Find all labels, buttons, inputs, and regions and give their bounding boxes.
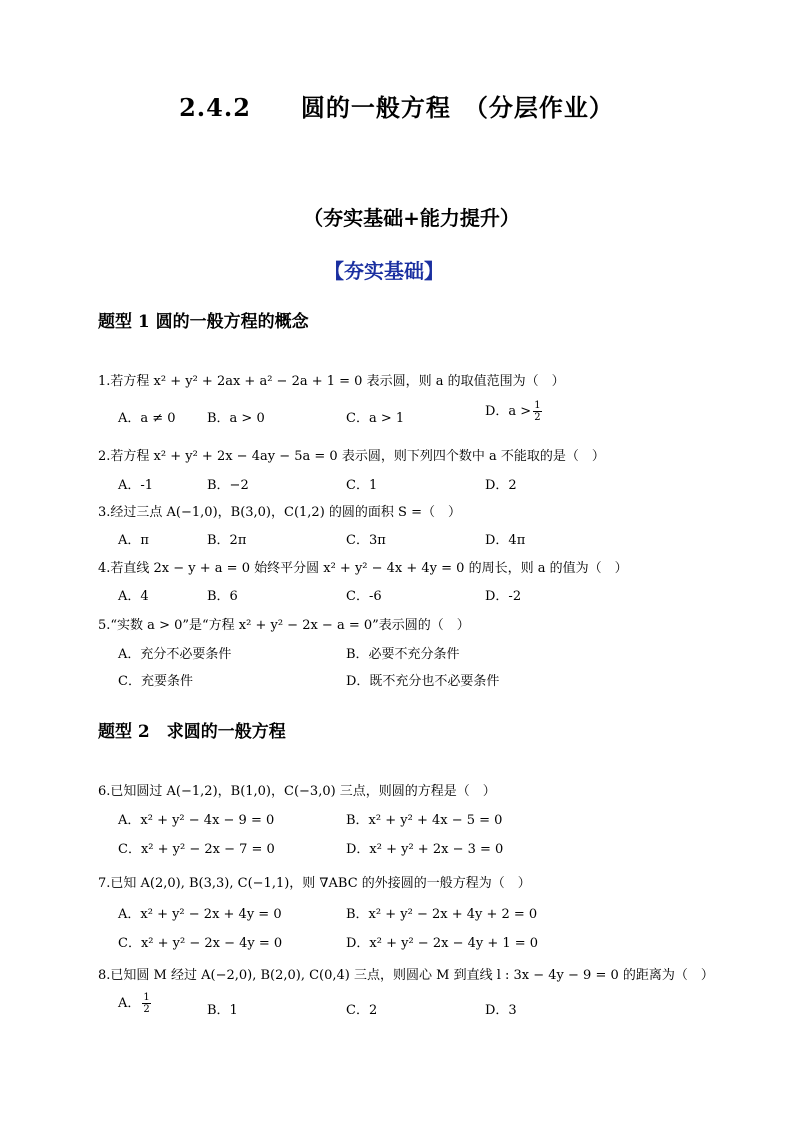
question-6-option-a: A．x² + y² − 4x − 9 = 0 <box>118 813 275 828</box>
question-3-option-a: A．π <box>118 533 149 548</box>
question-7-stem: 7.已知 A(2,0), B(3,3), C(−1,1)，则 ∇ABC 的外接圆的一般方程为（ ） <box>98 876 531 891</box>
question-2-option-d: D．2 <box>485 478 517 493</box>
question-7-option-d: D．x² + y² − 2x − 4y + 1 = 0 <box>346 936 539 951</box>
question-1-option-b: B．a > 0 <box>207 411 265 426</box>
question-5-option-d: D．既不充分也不必要条件 <box>346 674 500 689</box>
question-3-stem: 3.经过三点 A(−1,0)，B(3,0)，C(1,2) 的圆的面积 S =（ ） <box>98 505 461 520</box>
question-8-option-a: A． $\frac{1}{2}$ <box>118 992 150 1015</box>
question-5-stem: 5.“实数 a > 0”是“方程 x² + y² − 2x − a = 0”表示圆的（ ） <box>98 618 470 633</box>
question-5-option-a: A．充分不必要条件 <box>118 647 232 662</box>
question-7-option-b: B．x² + y² − 2x + 4y + 2 = 0 <box>346 907 538 922</box>
fraction-one-half: $\frac{1}{2}$ <box>534 400 541 423</box>
fraction-one-half: $\frac{1}{2}$ <box>143 992 150 1015</box>
question-8-stem: 8.已知圆 M 经过 A(−2,0), B(2,0), C(0,4) 三点，则圆心 M 到直线 l : 3x − 4y − 9 = 0 的距离为（ ） <box>98 968 714 983</box>
section-label: 【夯实基础】 <box>324 259 444 283</box>
question-4-option-a: A．4 <box>118 589 149 604</box>
question-1-option-a: A．a ≠ 0 <box>118 411 176 426</box>
question-4-option-d: D．-2 <box>485 589 522 604</box>
question-8-option-d: D．3 <box>485 1003 517 1018</box>
type1-heading: 题型 1 圆的一般方程的概念 <box>98 312 309 332</box>
question-2-option-c: C．1 <box>346 478 378 493</box>
question-4-stem: 4.若直线 2x − y + a = 0 始终平分圆 x² + y² − 4x + 4y = 0 的周长，则 a 的值为（ ） <box>98 561 628 576</box>
question-3-option-b: B．2π <box>207 533 247 548</box>
page-subtitle: （夯实基础+能力提升） <box>303 206 520 230</box>
question-2-stem: 2.若方程 x² + y² + 2x − 4ay − 5a = 0 表示圆，则下列四个数中 a 不能取的是（ ） <box>98 449 605 464</box>
question-1-option-d: D．a > $\frac{1}{2}$ <box>485 400 541 423</box>
question-8-option-c: C．2 <box>346 1003 378 1018</box>
question-2-option-b: B．−2 <box>207 478 249 493</box>
question-4-option-b: B．6 <box>207 589 238 604</box>
question-4-option-c: C．-6 <box>346 589 382 604</box>
question-6-option-c: C．x² + y² − 2x − 7 = 0 <box>118 842 275 857</box>
page-title: 2.4.2 圆的一般方程 （分层作业） <box>179 93 614 122</box>
question-6-option-b: B．x² + y² + 4x − 5 = 0 <box>346 813 503 828</box>
question-7-option-a: A．x² + y² − 2x + 4y = 0 <box>118 907 282 922</box>
question-2-option-a: A．-1 <box>118 478 154 493</box>
type2-heading: 题型 2 求圆的一般方程 <box>98 722 286 742</box>
question-1-stem: 1.若方程 x² + y² + 2ax + a² − 2a + 1 = 0 表示圆，则 a 的取值范围为（ ） <box>98 374 565 389</box>
question-6-option-d: D．x² + y² + 2x − 3 = 0 <box>346 842 504 857</box>
question-5-option-b: B．必要不充分条件 <box>346 647 460 662</box>
question-1-option-c: C．a > 1 <box>346 411 405 426</box>
question-7-option-c: C．x² + y² − 2x − 4y = 0 <box>118 936 283 951</box>
question-3-option-d: D．4π <box>485 533 526 548</box>
question-5-option-c: C．充要条件 <box>118 674 193 689</box>
question-6-stem: 6.已知圆过 A(−1,2)，B(1,0)，C(−3,0) 三点，则圆的方程是（ ） <box>98 784 496 799</box>
question-8-option-b: B．1 <box>207 1003 238 1018</box>
question-3-option-c: C．3π <box>346 533 386 548</box>
